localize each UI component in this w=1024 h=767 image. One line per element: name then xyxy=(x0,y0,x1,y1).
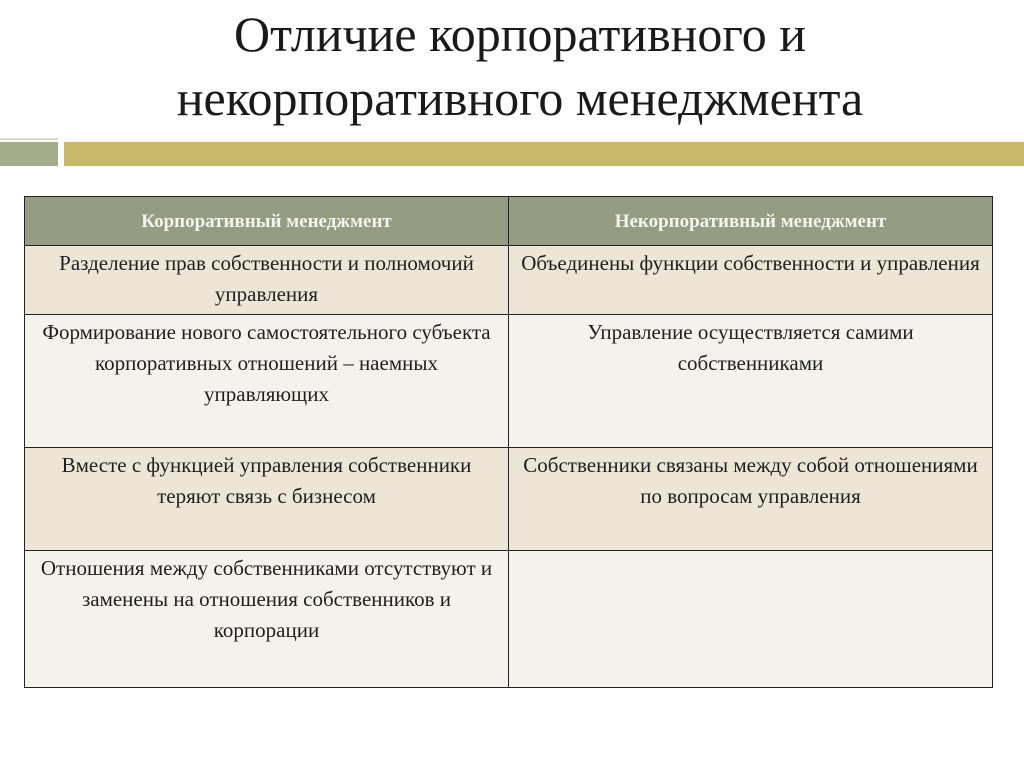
cell-noncorporate: Собственники связаны между собой отношениями по вопросам управления xyxy=(509,448,993,551)
cell-corporate: Формирование нового самостоятельного субъекта корпоративных отношений – наемных управляющих xyxy=(25,315,509,448)
cell-corporate: Вместе с функцией управления собственники теряют связь с бизнесом xyxy=(25,448,509,551)
table-row xyxy=(25,315,993,448)
cell-corporate: Отношения между собственниками отсутствуют и заменены на отношения собственников и корпорации xyxy=(25,551,509,688)
cell-corporate: Разделение прав собственности и полномочий управления xyxy=(25,246,509,315)
slide-title xyxy=(70,2,970,130)
table-row xyxy=(25,448,993,551)
decorative-bar-left xyxy=(0,142,58,166)
header-corporate: Корпоративный менеджмент xyxy=(25,197,509,246)
table-header-row xyxy=(25,197,993,246)
slide-title-line-1: Отличие корпоративного и xyxy=(234,6,806,62)
cell-noncorporate xyxy=(509,551,993,688)
decorative-line xyxy=(0,138,58,140)
comparison-table xyxy=(24,196,993,688)
table-row xyxy=(25,551,993,688)
header-noncorporate: Некорпоративный менеджмент xyxy=(509,197,993,246)
slide-title-line-2: некорпоративного менеджмента xyxy=(176,70,864,126)
table-row xyxy=(25,246,993,315)
cell-noncorporate: Объединены функции собственности и управления xyxy=(509,246,993,315)
decorative-bar-right xyxy=(64,142,1024,166)
cell-noncorporate: Управление осуществляется самими собственниками xyxy=(509,315,993,448)
